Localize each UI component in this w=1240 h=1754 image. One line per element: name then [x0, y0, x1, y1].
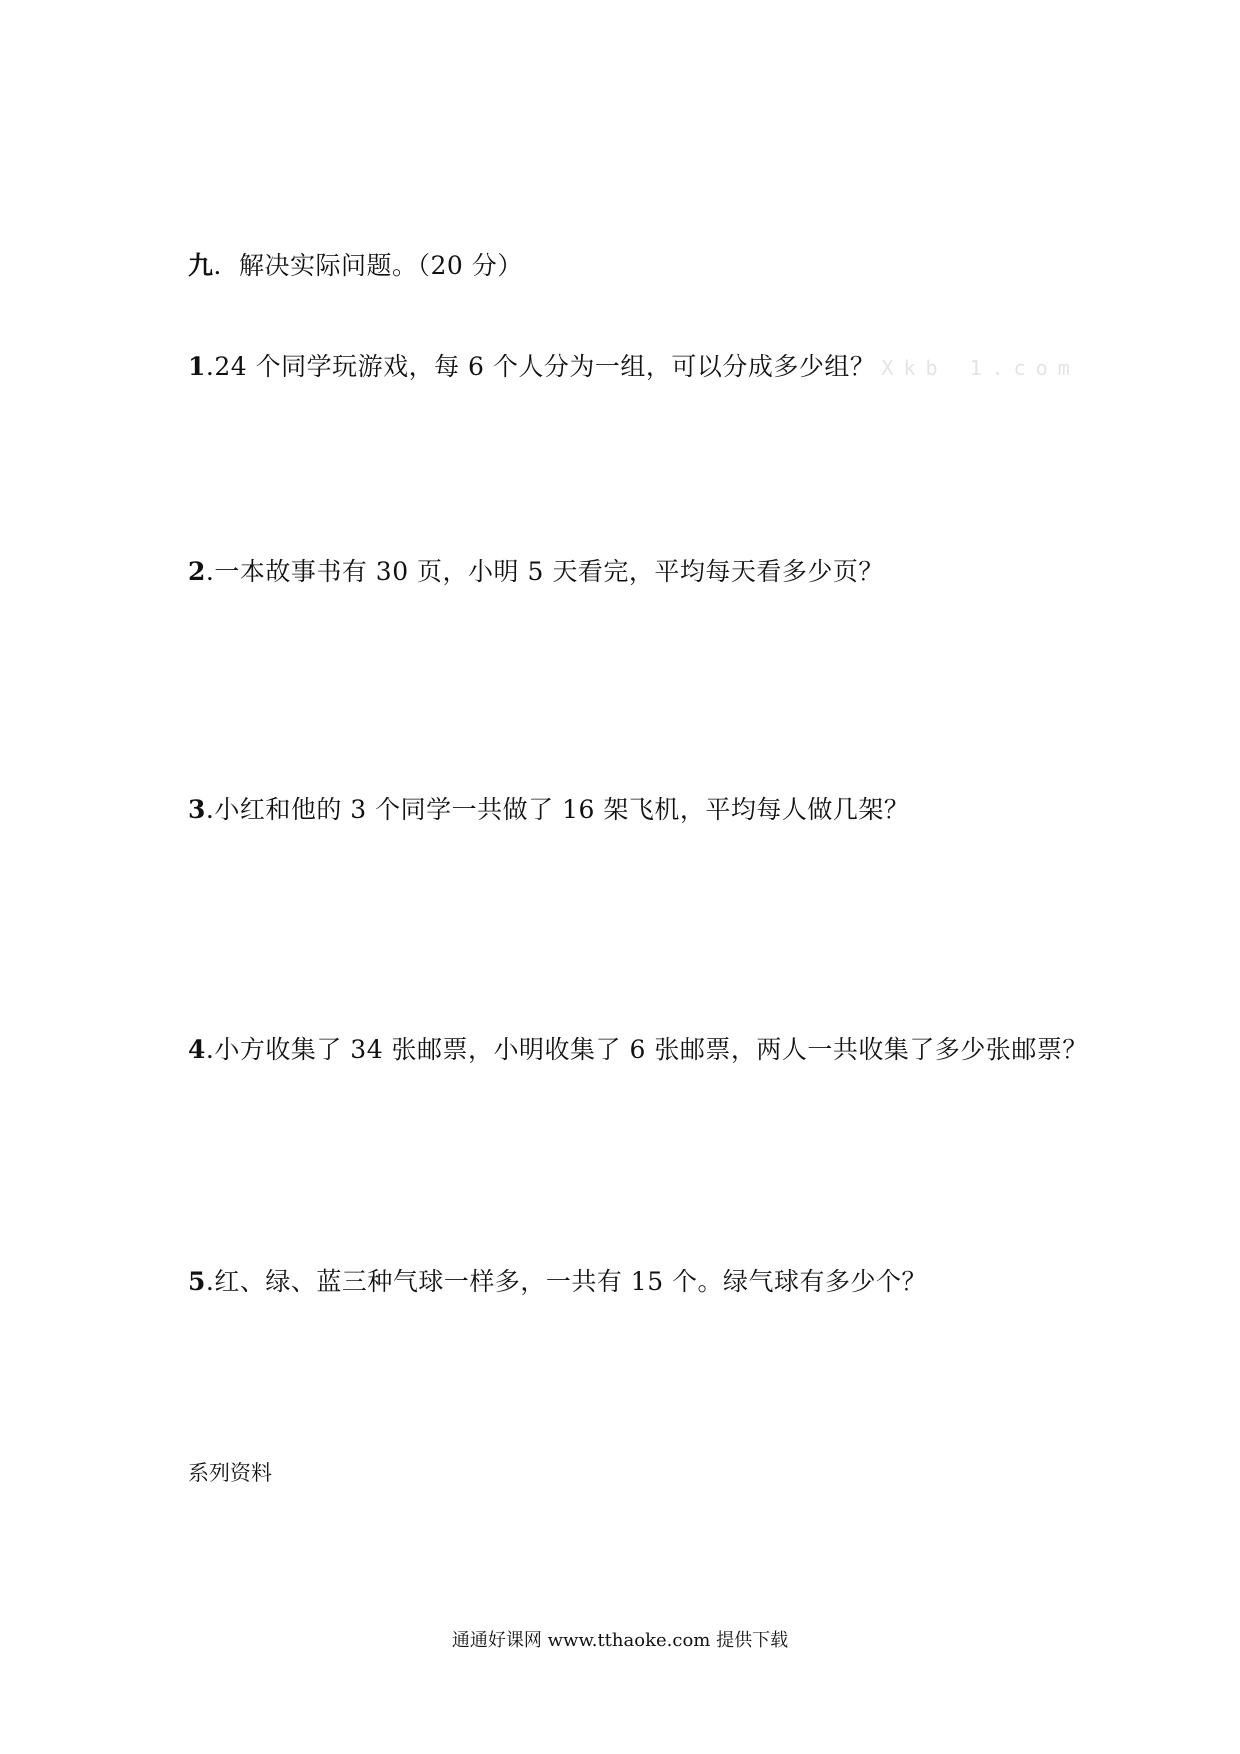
watermark-text: Xkb 1.com: [881, 356, 1080, 380]
question-number: 4: [188, 1035, 206, 1064]
question-5: [188, 1262, 927, 1298]
question-text: .一本故事书有 30 页，小明 5 天看完，平均每天看多少页？: [205, 557, 884, 586]
footer-text: 通通好课网 www.tthaoke.com 提供下载: [451, 1630, 789, 1651]
question-number: 1: [188, 352, 206, 381]
question-number: 5: [188, 1267, 206, 1296]
question-3: [188, 790, 909, 826]
question-text: .24 个同学玩游戏，每 6 个人分为一组，可以分成多少组？: [205, 352, 876, 381]
question-number: 3: [188, 795, 206, 824]
series-label: 系列资料: [188, 1461, 272, 1485]
question-2: [188, 552, 884, 588]
question-text: .小红和他的 3 个同学一共做了 16 架飞机，平均每人做几架？: [205, 795, 910, 824]
question-1: [188, 347, 1080, 383]
section-title: ．解决实际问题。（20 分）: [213, 251, 523, 280]
question-number: 2: [188, 557, 206, 586]
question-text: .小方收集了 34 张邮票，小明收集了 6 张邮票，两人一共收集了多少张邮票？: [205, 1035, 1088, 1064]
section-number: 九: [188, 251, 214, 280]
section-heading: [188, 246, 523, 282]
question-text: .红、绿、蓝三种气球一样多，一共有 15 个。绿气球有多少个？: [205, 1267, 928, 1296]
question-4: [188, 1030, 1088, 1066]
